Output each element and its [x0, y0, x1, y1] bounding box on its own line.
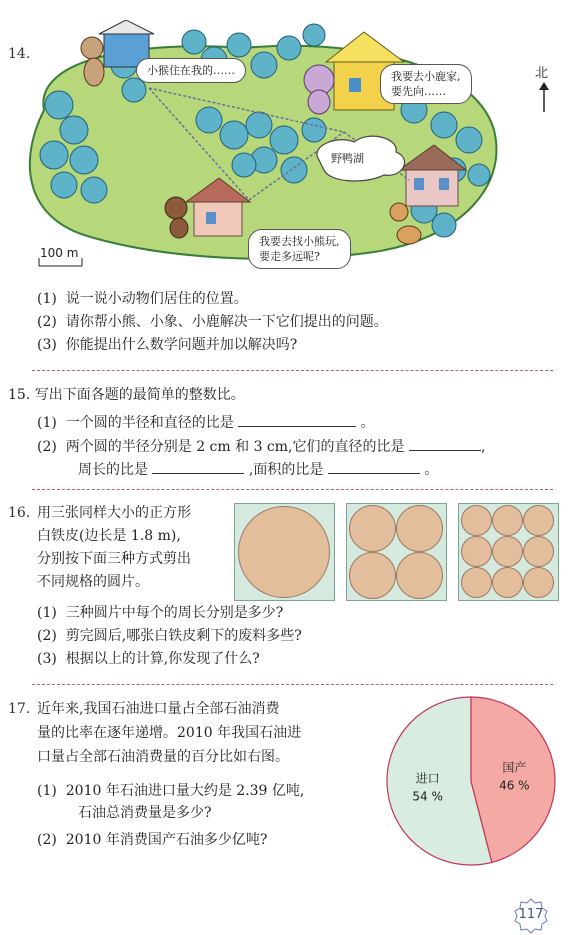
pie-slice-label: 国产	[502, 760, 527, 775]
circle-piece	[396, 505, 443, 552]
punct: ,	[480, 439, 486, 455]
circle-piece	[349, 552, 396, 599]
q16-line: 白铁皮(边长是 1.8 m),	[37, 528, 181, 544]
item-number: (1)	[37, 783, 57, 799]
item-number: (3)	[37, 337, 57, 353]
pie-slice-percent: 46 %	[499, 778, 530, 793]
page-number: 117	[518, 907, 544, 922]
answer-blank[interactable]	[238, 412, 356, 427]
sheet-four-circles	[346, 503, 447, 601]
speech-line: 我要去找小熊玩,	[259, 235, 340, 248]
q15-item-2-line2	[78, 459, 438, 480]
item-text: ,面积的比是	[248, 462, 324, 478]
item-text: 2010 年消费国产石油多少亿吨?	[65, 832, 268, 848]
circle-piece	[461, 505, 492, 536]
question-number-15: 15.	[8, 387, 31, 403]
item-text: 说一说小动物们居住的位置。	[65, 291, 248, 307]
q17-item-1	[37, 781, 304, 801]
section-divider	[32, 684, 553, 685]
question-text: 写出下面各题的最简单的整数比。	[34, 387, 245, 403]
circle-piece	[523, 536, 554, 567]
item-text: 周长的比是	[78, 462, 148, 478]
circle-piece	[461, 567, 492, 598]
pie-slice-percent: 54 %	[412, 789, 443, 804]
item-number: (3)	[37, 651, 57, 667]
item-number: (1)	[37, 415, 57, 431]
sheet-one-circle	[234, 503, 335, 601]
answer-blank[interactable]	[152, 459, 244, 474]
q14-item-3	[37, 335, 297, 355]
q17-item-1-line2: 石油总消费量是多少?	[78, 805, 212, 821]
speech-bubble-bear: 小猴住在我的……	[136, 58, 246, 83]
pie-slice-label: 进口	[415, 771, 440, 786]
circle-piece	[238, 506, 330, 598]
punct: 。	[424, 462, 439, 478]
q14-item-2	[37, 312, 388, 332]
scale-bar	[38, 258, 84, 268]
q16-line: 用三张同样大小的正方形	[37, 505, 191, 521]
circle-piece	[492, 505, 523, 536]
speech-line: 要先向……	[391, 85, 446, 98]
q16-item-2	[37, 626, 302, 646]
item-number: (2)	[37, 439, 57, 455]
scale-label: 100 m	[40, 246, 79, 260]
q15-title	[8, 385, 245, 405]
q15-item-1	[37, 412, 375, 433]
speech-line: 我要去小鹿家,	[391, 70, 461, 83]
circle-piece	[396, 552, 443, 599]
sheet-nine-circles	[458, 503, 559, 601]
circle-piece	[349, 505, 396, 552]
item-text: 剪完圆后,哪张白铁皮剩下的废料多些?	[65, 628, 302, 644]
question-number-16: 16.	[8, 505, 31, 521]
q16-item-3	[37, 649, 260, 669]
question-number-17: 17.	[8, 701, 31, 717]
item-number: (2)	[37, 832, 57, 848]
section-divider	[32, 370, 553, 371]
q16-item-1	[37, 603, 283, 623]
punct: 。	[360, 415, 375, 431]
answer-blank[interactable]	[409, 436, 481, 451]
circle-piece	[523, 505, 554, 536]
q15-item-2	[37, 436, 485, 457]
item-text: 三种圆片中每个的周长分别是多少?	[65, 605, 284, 621]
item-text: 根据以上的计算,你发现了什么?	[65, 651, 260, 667]
q17-line: 口量占全部石油消费量的百分比如右图。	[37, 749, 289, 765]
item-number: (1)	[37, 605, 57, 621]
item-text: 2010 年石油进口量大约是 2.39 亿吨,	[65, 783, 305, 799]
item-text: 请你帮小熊、小象、小鹿解决一下它们提出的问题。	[65, 314, 388, 330]
answer-blank[interactable]	[328, 459, 420, 474]
north-arrow-icon	[538, 82, 550, 112]
q17-line: 量的比率在逐年递增。2010 年我国石油进	[37, 725, 302, 741]
speech-line: 要走多远呢?	[259, 250, 320, 263]
item-number: (2)	[37, 628, 57, 644]
circle-piece	[492, 567, 523, 598]
oil-pie-chart	[385, 695, 557, 867]
elephant-icon	[304, 65, 334, 114]
speech-bubble-elephant	[380, 64, 472, 104]
section-divider	[32, 489, 553, 490]
circle-piece	[461, 536, 492, 567]
q16-line: 分别按下面三种方式剪出	[37, 551, 191, 567]
q14-item-1	[37, 289, 248, 309]
lake-label: 野鸭湖	[331, 152, 364, 165]
speech-bubble-deer	[248, 229, 351, 269]
item-text: 一个圆的半径和直径的比是	[65, 415, 234, 431]
north-label: 北	[535, 66, 549, 81]
question-number-14: 14.	[8, 46, 31, 62]
item-number: (2)	[37, 314, 57, 330]
circle-piece	[492, 536, 523, 567]
circle-piece	[523, 567, 554, 598]
q17-line: 近年来,我国石油进口量占全部石油消费	[37, 701, 280, 717]
q17-item-2	[37, 830, 267, 850]
item-number: (1)	[37, 291, 57, 307]
item-text: 你能提出什么数学问题并加以解决吗?	[65, 337, 298, 353]
q16-line: 不同规格的圆片。	[37, 574, 149, 590]
item-text: 两个圆的半径分别是 2 cm 和 3 cm,它们的直径的比是	[65, 439, 405, 455]
